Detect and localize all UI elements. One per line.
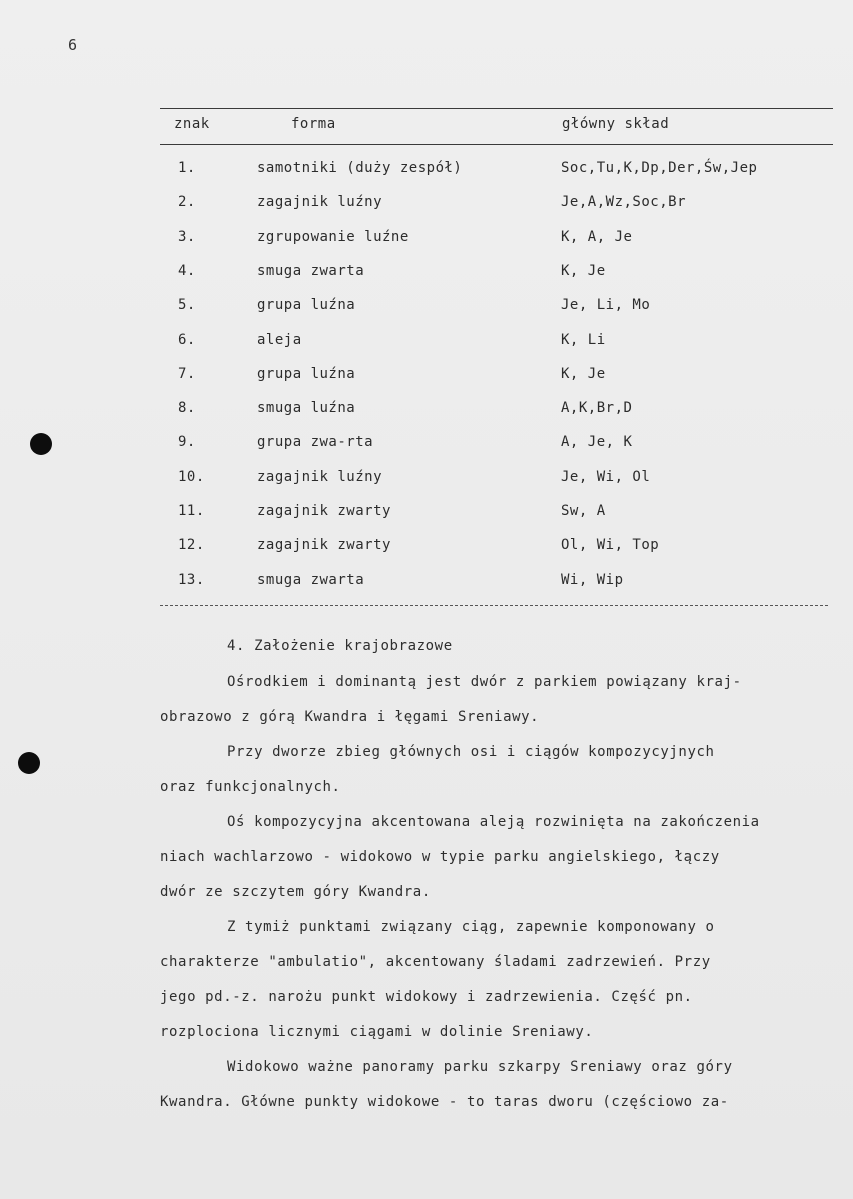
table-row bbox=[0, 263, 853, 297]
row-forma: zagajnik luźny bbox=[257, 468, 383, 485]
row-sklad: Sw, A bbox=[561, 503, 606, 519]
row-sklad: Je, Li, Mo bbox=[561, 297, 651, 314]
row-znak: 1. bbox=[178, 160, 196, 176]
section-heading: 4. Założenie krajobrazowe bbox=[227, 638, 453, 654]
row-sklad: K, Je bbox=[561, 365, 606, 382]
row-znak: 10. bbox=[178, 468, 205, 485]
row-forma: zagajnik zwarty bbox=[257, 537, 391, 554]
row-forma: samotniki (duży zespół) bbox=[257, 160, 463, 176]
row-sklad: A,K,Br,D bbox=[561, 400, 633, 417]
table-bottom-rule bbox=[160, 605, 828, 606]
body-line: niach wachlarzowo - widokowo w typie parku angielskiego, łączy bbox=[160, 849, 720, 865]
table-row bbox=[0, 537, 853, 571]
row-sklad: K, A, Je bbox=[561, 228, 633, 245]
row-znak: 2. bbox=[178, 194, 196, 211]
row-forma: smuga luźna bbox=[257, 400, 356, 417]
row-znak: 3. bbox=[178, 228, 196, 245]
body-line: Z tymiż punktami związany ciąg, zapewnie komponowany o bbox=[227, 919, 715, 935]
row-znak: 11. bbox=[178, 503, 205, 519]
body-line: Kwandra. Główne punkty widokowe - to taras dworu (częściowo za- bbox=[160, 1094, 729, 1110]
body-line: Przy dworze zbieg głównych osi i ciągów kompozycyjnych bbox=[227, 744, 715, 760]
row-forma: grupa zwa-rta bbox=[257, 434, 374, 451]
row-znak: 5. bbox=[178, 297, 196, 314]
row-sklad: A, Je, K bbox=[561, 434, 633, 451]
page-number: 6 bbox=[68, 36, 78, 54]
row-forma: smuga zwarta bbox=[257, 262, 365, 279]
body-line: oraz funkcjonalnych. bbox=[160, 779, 341, 795]
row-znak: 12. bbox=[178, 537, 205, 554]
body-line: obrazowo z górą Kwandra i łęgami Sreniawy. bbox=[160, 709, 540, 725]
row-forma: smuga zwarta bbox=[257, 571, 365, 588]
row-sklad: Soc,Tu,K,Dp,Der,Św,Jep bbox=[561, 160, 758, 176]
row-sklad: K, Je bbox=[561, 262, 606, 279]
row-sklad: Je, Wi, Ol bbox=[561, 468, 651, 485]
row-znak: 13. bbox=[178, 571, 205, 588]
body-line: dwór ze szczytem góry Kwandra. bbox=[160, 884, 431, 900]
table-row bbox=[0, 194, 853, 228]
table-row bbox=[0, 469, 853, 503]
row-sklad: Wi, Wip bbox=[561, 571, 624, 588]
row-znak: 4. bbox=[178, 262, 196, 279]
table-row bbox=[0, 297, 853, 331]
table-header-sklad: główny skład bbox=[562, 116, 670, 132]
table-header-znak: znak bbox=[174, 116, 210, 132]
row-forma: zgrupowanie luźne bbox=[257, 228, 409, 245]
table-row bbox=[0, 434, 853, 468]
body-line: charakterze "ambulatio", akcentowany śladami zadrzewień. Przy bbox=[160, 954, 711, 970]
row-znak: 8. bbox=[178, 400, 196, 417]
row-forma: grupa luźna bbox=[257, 297, 356, 314]
binder-hole-top bbox=[30, 433, 52, 455]
table-row bbox=[0, 366, 853, 400]
table-header-rule bbox=[160, 144, 833, 145]
table-row bbox=[0, 572, 853, 606]
body-line: rozplociona licznymi ciągami w dolinie Sreniawy. bbox=[160, 1024, 594, 1040]
table-row bbox=[0, 503, 853, 537]
table-top-rule bbox=[160, 108, 833, 109]
row-znak: 9. bbox=[178, 434, 196, 451]
table-header-forma: forma bbox=[291, 116, 336, 132]
body-line: Oś kompozycyjna akcentowana aleją rozwinięta na zakończenia bbox=[227, 814, 760, 830]
row-sklad: Ol, Wi, Top bbox=[561, 537, 660, 554]
row-znak: 6. bbox=[178, 331, 196, 348]
row-sklad: Je,A,Wz,Soc,Br bbox=[561, 194, 687, 211]
row-forma: aleja bbox=[257, 331, 302, 348]
row-forma: zagajnik zwarty bbox=[257, 503, 391, 519]
binder-hole-bottom bbox=[18, 752, 40, 774]
row-forma: grupa luźna bbox=[257, 365, 356, 382]
table-row bbox=[0, 400, 853, 434]
body-line: Widokowo ważne panoramy parku szkarpy Sreniawy oraz góry bbox=[227, 1059, 733, 1075]
row-sklad: K, Li bbox=[561, 331, 606, 348]
row-forma: zagajnik luźny bbox=[257, 194, 383, 211]
table-row bbox=[0, 229, 853, 263]
table-row bbox=[0, 160, 853, 194]
row-znak: 7. bbox=[178, 365, 196, 382]
body-line: jego pd.-z. narożu punkt widokowy i zadrzewienia. Część pn. bbox=[160, 989, 693, 1005]
body-line: Ośrodkiem i dominantą jest dwór z parkiem powiązany kraj- bbox=[227, 674, 742, 690]
table-row bbox=[0, 332, 853, 366]
